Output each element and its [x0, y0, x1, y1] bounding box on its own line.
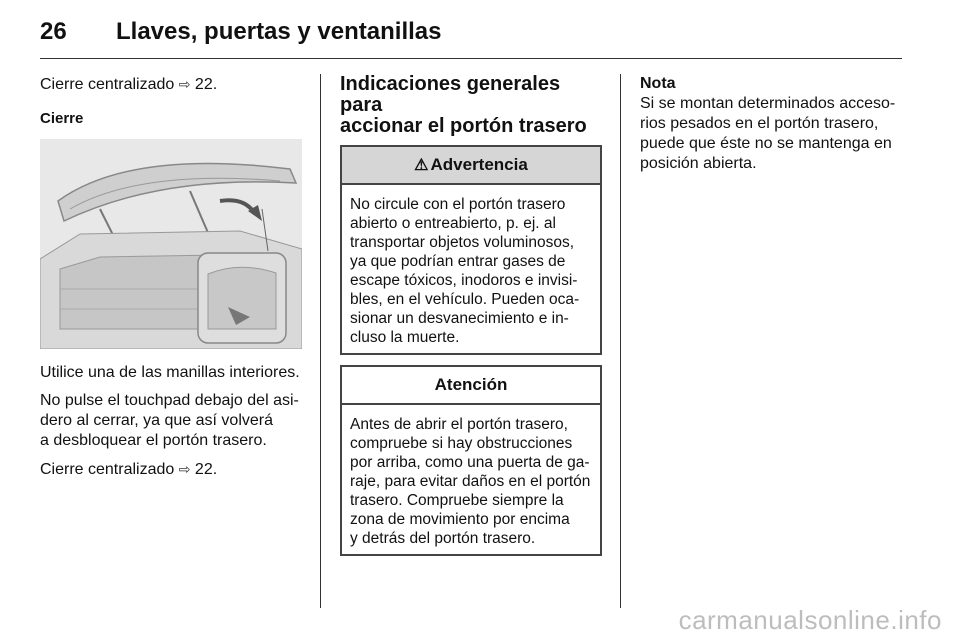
warning-title: Advertencia — [430, 155, 528, 174]
caution-title: Atención — [434, 375, 508, 394]
reference-arrow-icon: ⇨ — [178, 76, 191, 92]
caution-body — [342, 405, 600, 554]
section-heading — [340, 74, 602, 137]
page-header — [40, 14, 902, 59]
text-line: No circule con el portón trasero — [350, 196, 566, 213]
text-line: dero al cerrar, ya que así volverá — [40, 412, 274, 429]
warning-header — [342, 147, 600, 185]
text-line: Si se montan determinados acceso- — [640, 95, 896, 112]
text-line: y detrás del portón trasero. — [350, 530, 536, 547]
text-line: raje, para evitar daños en el portón — [350, 473, 591, 490]
text-line: puede que éste no se mantenga en — [640, 135, 892, 152]
text-line: abierto o entreabierto, p. ej. al — [350, 215, 556, 232]
subheading-cierre: Cierre — [40, 110, 84, 127]
middle-column — [340, 74, 602, 566]
text-line: escape tóxicos, inodoros e invisi- — [350, 272, 578, 289]
text-line: No pulse el touchpad debajo del asi- — [40, 392, 299, 409]
text-line: Antes de abrir el portón trasero, — [350, 416, 568, 433]
right-column — [640, 74, 908, 174]
reference-arrow-icon: ⇨ — [178, 461, 191, 477]
heading-line: Indicaciones generales para — [340, 73, 561, 116]
touchpad-paragraph — [40, 391, 304, 451]
cross-reference-text: Cierre centralizado — [40, 76, 175, 93]
text-line: rios pesados en el portón trasero, — [640, 115, 879, 132]
column-divider-right — [620, 74, 621, 608]
caution-header — [342, 367, 600, 405]
text-line: transportar objetos voluminosos, — [350, 234, 575, 251]
warning-body — [342, 185, 600, 353]
instruction-paragraph: Utilice una de las manillas interiores. — [40, 364, 300, 381]
left-column — [40, 74, 304, 488]
warning-triangle-icon: ⚠ — [414, 157, 429, 174]
heading-line: accionar el portón trasero — [340, 115, 587, 137]
text-line: ya que podrían entrar gases de — [350, 253, 566, 270]
text-line: compruebe si hay obstrucciones — [350, 435, 573, 452]
cross-reference-top — [40, 74, 304, 95]
warning-box — [340, 145, 602, 355]
page-title: Llaves, puertas y ventanillas — [116, 18, 442, 45]
cross-reference-bottom — [40, 459, 304, 480]
text-line: cluso la muerte. — [350, 329, 460, 346]
cross-reference-page: 22. — [194, 76, 218, 93]
note-body — [640, 94, 908, 174]
page-number: 26 — [40, 18, 67, 45]
text-line: a desbloquear el portón trasero. — [40, 432, 267, 449]
text-line: zona de movimiento por encima — [350, 511, 570, 528]
cross-reference-text: Cierre centralizado — [40, 461, 175, 478]
cross-reference-page: 22. — [194, 461, 218, 478]
text-line: bles, en el vehículo. Pueden oca- — [350, 291, 580, 308]
tailgate-illustration — [40, 139, 302, 349]
note-title: Nota — [640, 75, 676, 92]
text-line: por arriba, como una puerta de ga- — [350, 454, 590, 471]
text-line: sionar un desvanecimiento e in- — [350, 310, 569, 327]
caution-box — [340, 365, 602, 556]
column-divider-left — [320, 74, 321, 608]
text-line: posición abierta. — [640, 155, 757, 172]
watermark: carmanualsonline.info — [678, 605, 942, 635]
text-line: trasero. Compruebe siempre la — [350, 492, 564, 509]
